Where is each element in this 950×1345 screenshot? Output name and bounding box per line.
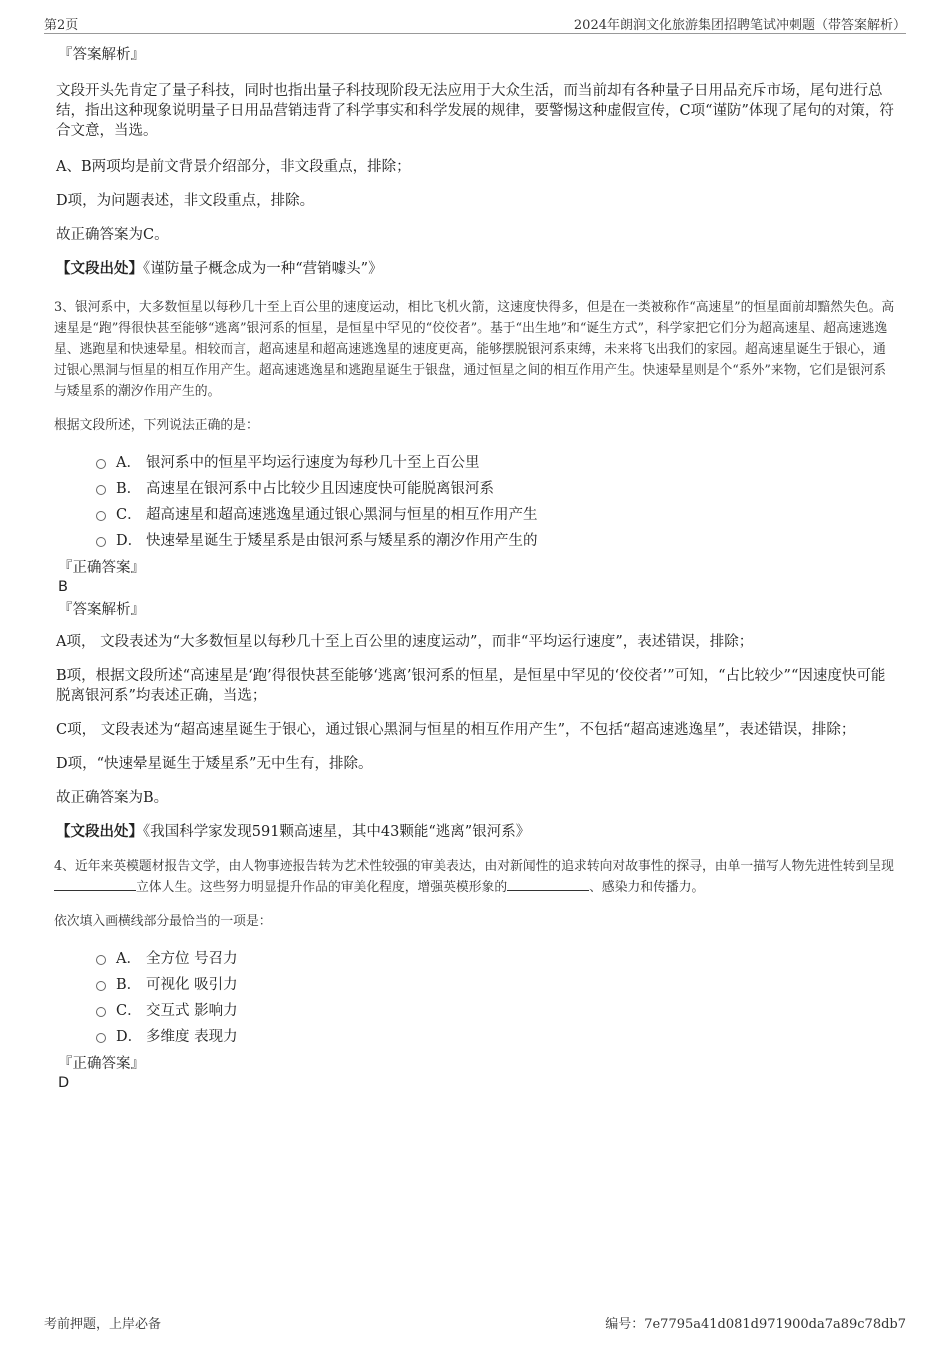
radio-icon[interactable]	[96, 537, 106, 547]
q2-ab-note: A、B两项均是前文背景介绍部分，非文段重点，排除；	[56, 159, 411, 175]
page-number: 第2页	[44, 18, 79, 33]
q4-answer-tag: 『正确答案』	[58, 1056, 145, 1072]
header-divider	[44, 33, 906, 34]
q3-options	[96, 450, 896, 554]
q4-question-text: 4、近年来英模题材报告文学，由人物事迹报告转为艺术性较强的审美表达，由对新闻性的追求转向对故事性的探寻，由单一描写人物先进性转到呈现立体人生。这些努力明显提升作品的审美化程度，增强英模形象的 、感染力和传播力。	[54, 859, 894, 895]
q3-source-label: 【文段出处】	[56, 823, 143, 840]
q3-analysis-tag: 『答案解析』	[58, 602, 145, 618]
q4-option-d[interactable]: D． 多维度 表现力	[96, 1024, 896, 1050]
document-code: 编号：7e7795a41d081d971900da7a89c78db7	[605, 1317, 906, 1332]
q2-source	[56, 259, 896, 279]
q2-conclusion: 故正确答案为C。	[56, 227, 169, 243]
page-footer	[44, 1313, 906, 1333]
radio-icon[interactable]	[96, 459, 106, 469]
q3-option-c[interactable]: C． 超高速星和超高速逃逸星通过银心黑洞与恒星的相互作用产生	[96, 502, 896, 528]
radio-icon[interactable]	[96, 1033, 106, 1043]
radio-icon[interactable]	[96, 485, 106, 495]
page-header	[44, 14, 906, 34]
q3-answer: B	[58, 579, 68, 595]
footer-slogan: 考前押题，上岸必备	[44, 1317, 162, 1332]
q3-option-a[interactable]: A． 银河系中的恒星平均运行速度为每秒几十至上百公里	[96, 450, 896, 476]
q3-analysis-c: C项， 文段表述为“超高速星诞生于银心，通过银心黑洞与恒星的相互作用产生”，不包括“超高速逃逸星”，表述错误，排除；	[56, 722, 856, 738]
q2-source-label: 【文段出处】	[56, 260, 143, 277]
q3-analysis-a: A项， 文段表述为“大多数恒星以每秒几十至上百公里的速度运动”，而非“平均运行速度”，表述错误，排除；	[56, 634, 754, 650]
q2-analysis-paragraph: 文段开头先肯定了量子科技，同时也指出量子科技现阶段无法应用于大众生活，而当前却有各种量子日用品充斥市场，尾句进行总结，指出这种现象说明量子日用品营销违背了科学事实和科学发展的规律，要警惕这种虚假宣传，C项“谨防”体现了尾句的对策，符合文意，当选。	[56, 83, 894, 139]
q3-question-text: 3、银河系中，大多数恒星以每秒几十至上百公里的速度运动，相比飞机火箭，这速度快得多，但是在一类被称作“高速星”的恒星面前却黯然失色。高速星是“跑”得很快甚至能够“逃离”银河系的恒星，是恒星中罕见的“佼佼者”。基于“出生地”和“诞生方式”，科学家把它们分为超高速星、超高速逃逸星、逃跑星和快速晕星。相较而言，超高速星和超高速逃逸星的速度更高，能够摆脱银河系束缚，未来将飞出我们的家园。超高速星诞生于银心，通过银心黑洞与恒星的相互作用产生。超高速逃逸星和逃跑星诞生于银盘，通过恒星之间的相互作用产生。快速晕星则是个“系外”来物，它们是银河系与矮星系的潮汐作用产生的。	[54, 300, 895, 399]
q3-source-title: 《我国科学家发现591颗高速星，其中43颗能“逃离”银河系》	[143, 824, 531, 840]
fill-blank-2	[507, 878, 589, 891]
q4-answer: D	[58, 1075, 70, 1091]
q3-source	[56, 822, 896, 842]
q3-analysis-b: B项，根据文段所述“高速星是‘跑’得很快甚至能够‘逃离’银河系的恒星，是恒星中罕见的‘佼佼者’”可知，“占比较少”“因速度快可能脱离银河系”均表述正确，当选；	[56, 668, 886, 704]
document-title: 2024年朗润文化旅游集团招聘笔试冲刺题（带答案解析）	[573, 18, 906, 33]
q2-source-title: 《谨防量子概念成为一种“营销噱头”》	[143, 261, 383, 277]
q3-prompt: 根据文段所述，下列说法正确的是：	[54, 418, 259, 433]
q3-option-d[interactable]: D． 快速晕星诞生于矮星系是由银河系与矮星系的潮汐作用产生的	[96, 528, 896, 554]
q4-prompt: 依次填入画横线部分最恰当的一项是：	[54, 914, 272, 929]
q2-analysis-tag: 『答案解析』	[58, 47, 145, 63]
q4-option-a[interactable]: A． 全方位 号召力	[96, 946, 896, 972]
fill-blank-1	[54, 878, 136, 891]
q4-option-c[interactable]: C． 交互式 影响力	[96, 998, 896, 1024]
radio-icon[interactable]	[96, 511, 106, 521]
page-content	[56, 45, 896, 1092]
radio-icon[interactable]	[96, 1007, 106, 1017]
radio-icon[interactable]	[96, 981, 106, 991]
q3-conclusion: 故正确答案为B。	[56, 790, 169, 806]
q3-answer-tag: 『正确答案』	[58, 560, 145, 576]
q2-d-note: D项，为问题表述，非文段重点，排除。	[56, 193, 315, 209]
q4-options	[96, 946, 896, 1050]
q3-option-b[interactable]: B． 高速星在银河系中占比较少且因速度快可能脱离银河系	[96, 476, 896, 502]
radio-icon[interactable]	[96, 955, 106, 965]
q3-analysis-d: D项，“快速晕星诞生于矮星系”无中生有，排除。	[56, 756, 373, 772]
q4-option-b[interactable]: B． 可视化 吸引力	[96, 972, 896, 998]
